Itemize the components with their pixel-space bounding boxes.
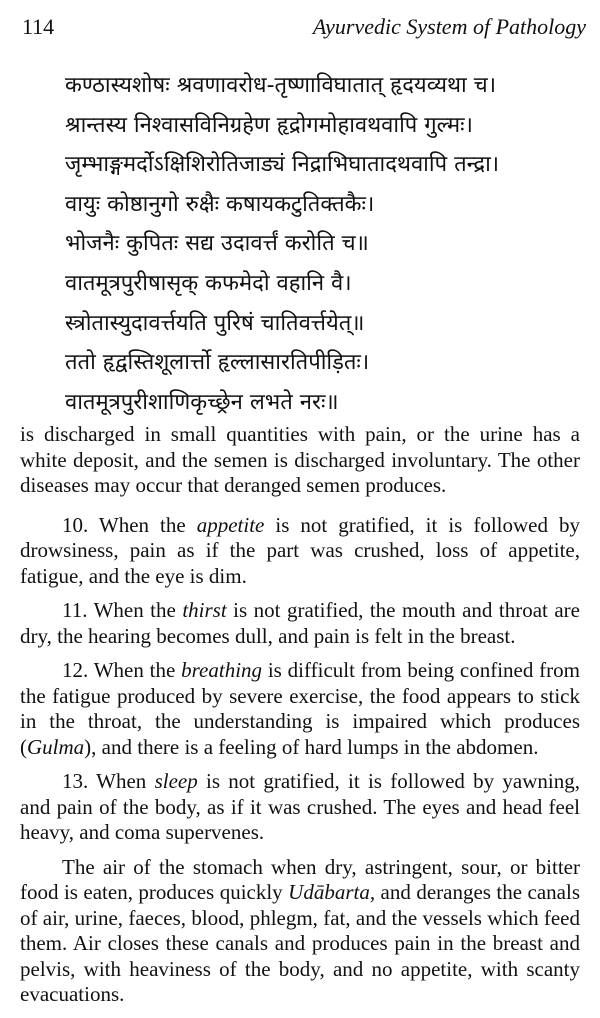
emphasis-term: appetite (196, 512, 265, 537)
sanskrit-verses (65, 66, 585, 422)
paragraph-text: is not gratified, it is followed by drowsiness, pain as if the part was crushed, loss of appetite, fatigue, and the eye is dim. (20, 512, 581, 588)
paragraph-text: 10. When the (62, 512, 197, 537)
emphasis-term: Gulma (27, 734, 85, 759)
emphasis-term: Udābarta, (288, 880, 376, 904)
verse-line: स्त्रोतास्युदावर्त्तयति पुरिषं चातिवर्त्तयेत्॥ (65, 310, 365, 336)
paragraph-appetite (20, 513, 580, 590)
paragraph-sleep (20, 769, 580, 846)
verse-line: वातमूत्रपुरीशाणिकृच्छ्रेन लभते नरः॥ (65, 389, 339, 415)
verse-line: कण्ठास्यशोषः श्रवणावरोध-तृष्णाविघातात् हृदयव्यथा च। (65, 73, 497, 98)
paragraph-text: 13. When (62, 769, 155, 793)
running-head: Ayurvedic System of Pathology (312, 14, 586, 39)
paragraph-continuation: is discharged in small quantities with pain, or the urine has a white deposit, and the semen is discharged involuntary. The other diseases may occur that deranged semen produces. (20, 422, 580, 497)
verse-line: भोजनैः कुपितः सद्य उदावर्त्तं करोति च॥ (65, 231, 369, 257)
paragraph-text: is difficult from being confined from the fatigue produced by severe exercise, the food appears to stick in the throat, the understanding is impaired which produces ( (20, 658, 580, 759)
verse-line: श्रान्तस्य निश्वासविनिग्रहेण हृद्रोगमोहावथवापि गुल्मः। (65, 112, 473, 138)
page-header (22, 14, 586, 44)
paragraph-stomach-air (20, 855, 580, 1008)
paragraph-text: The air of the stomach when dry, astringent, sour, or bitter food is eaten, produces quickly (20, 854, 580, 904)
verse-line: जृम्भाङ्गमर्दोऽक्षिशिरोतिजाड्यं निद्राभिघातादथवापि तन्द्रा। (65, 152, 500, 178)
paragraph-text: ), and there is a feeling of hard lumps in the abdomen. (84, 734, 539, 759)
body-text (20, 422, 580, 1017)
verse-line: वातमूत्रपुरीषासृक् कफमेदो वहानि वै। (65, 270, 352, 296)
paragraph-breathing (20, 658, 580, 760)
paragraph-text: is not gratified, the mouth and throat are dry, the hearing becomes dull, and pain is felt in the breast. (20, 598, 580, 648)
paragraph-text: 12. When the (62, 658, 182, 682)
paragraph-text: is not gratified, it is followed by yawning, and pain of the body, as if it was crushed. The eyes and head feel heavy, and coma supervenes. (20, 769, 580, 844)
emphasis-term: thirst (182, 598, 227, 622)
emphasis-term: breathing (181, 658, 263, 682)
page-number: 114 (22, 14, 55, 39)
paragraph-thirst (20, 598, 580, 649)
verse-line: ततो हृद्वस्तिशूलार्त्तो हृल्लासारतिपीड़ितः। (65, 350, 370, 376)
paragraph-text: and deranges the canals of air, urine, faeces, blood, phlegm, fat, and the vessels which feed them. Air closes these canals and produces pain in the breast and pelvis, with heaviness of the body, and no appetite, with scanty evacuations. (20, 880, 581, 1006)
verse-line: वायुः कोष्ठानुगो रुक्षैः कषायकटुतिक्तकैः। (65, 191, 375, 217)
paragraph-text: 11. When the (62, 598, 183, 622)
emphasis-term: sleep (154, 769, 198, 793)
